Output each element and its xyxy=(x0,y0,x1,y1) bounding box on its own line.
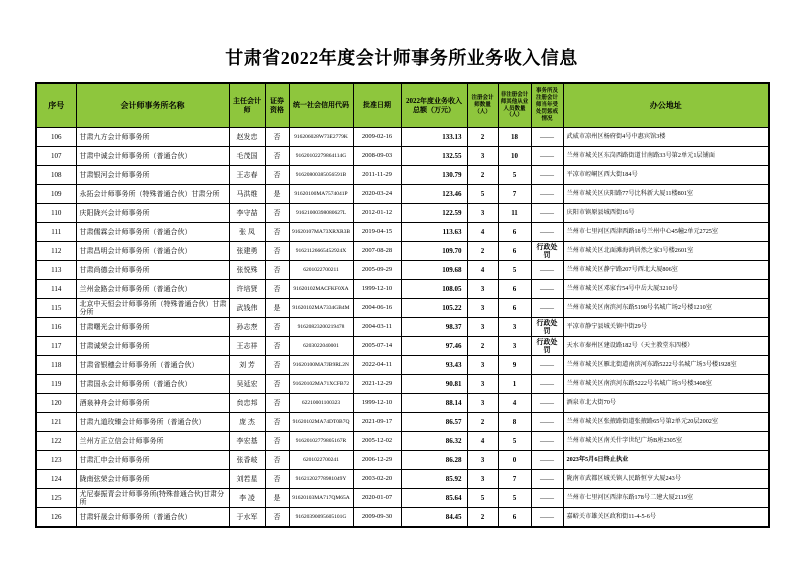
cell-revenue: 105.22 xyxy=(401,299,467,318)
cell-address: 兰州市城关区邓家台54号中岳大厦3210号 xyxy=(563,280,769,299)
cell-no: 109 xyxy=(36,185,76,204)
cell-cpa: 2 xyxy=(467,166,498,185)
cell-staff: 6 xyxy=(498,223,531,242)
table-row xyxy=(36,356,769,375)
cell-date: 2005-12-02 xyxy=(353,432,401,451)
cell-no: 112 xyxy=(36,242,76,261)
cell-chief: 王志祥 xyxy=(229,337,265,356)
column-header: 统一社会信用代码 xyxy=(289,83,353,128)
cell-cpa: 5 xyxy=(467,489,498,508)
cell-staff: 3 xyxy=(498,337,531,356)
cell-address: 兰州市七里河区西津西路18号兰州中心45幢2单元2725室 xyxy=(563,223,769,242)
cell-penalty: —— xyxy=(531,470,563,489)
cell-revenue: 113.63 xyxy=(401,223,467,242)
cell-name: 甘肃九方会计师事务所 xyxy=(76,128,229,147)
cell-no: 106 xyxy=(36,128,76,147)
cell-date: 2020-01-07 xyxy=(353,489,401,508)
cell-penalty: —— xyxy=(531,204,563,223)
cell-date: 2009-09-30 xyxy=(353,508,401,528)
cell-staff: 1 xyxy=(498,375,531,394)
cell-address: 平凉市崆峒区西大街184号 xyxy=(563,166,769,185)
cell-address: 兰州市城关区雁北街道南滨河东路5222号名城广场3号楼1928室 xyxy=(563,356,769,375)
page-title: 甘肃省2022年度会计师事务所业务收入信息 xyxy=(225,48,578,68)
cell-date: 2021-09-17 xyxy=(353,413,401,432)
cell-date: 2009-02-16 xyxy=(353,128,401,147)
cell-sec: 否 xyxy=(265,204,289,223)
cell-no: 118 xyxy=(36,356,76,375)
cell-name: 尤尼泰振青会计师事务所(特殊普通合伙)甘肃分所 xyxy=(76,489,229,508)
cell-penalty: —— xyxy=(531,508,563,528)
cell-penalty: —— xyxy=(531,223,563,242)
cell-revenue: 86.57 xyxy=(401,413,467,432)
cell-penalty: —— xyxy=(531,413,563,432)
cell-name: 北京中天恒会计师事务所（特殊普通合伙）甘肃分所 xyxy=(76,299,229,318)
cell-date: 1999-12-10 xyxy=(353,394,401,413)
cell-sec: 是 xyxy=(265,299,289,318)
cell-staff: 11 xyxy=(498,204,531,223)
cell-staff: 3 xyxy=(498,318,531,337)
column-header: 事务所及注册会计师当年受处罚惩戒情况 xyxy=(531,83,563,128)
cell-revenue: 108.05 xyxy=(401,280,467,299)
cell-penalty: —— xyxy=(531,299,563,318)
cell-revenue: 130.79 xyxy=(401,166,467,185)
cell-chief: 吴延宏 xyxy=(229,375,265,394)
cell-code: 91620100MA7574041P xyxy=(289,185,353,204)
cell-staff: 6 xyxy=(498,280,531,299)
cell-date: 2006-12-29 xyxy=(353,451,401,470)
cell-staff: 6 xyxy=(498,242,531,261)
cell-code: 91621000398080627L xyxy=(289,204,353,223)
cell-sec: 否 xyxy=(265,470,289,489)
cell-name: 甘肃国永会计师事务所（普通合伙） xyxy=(76,375,229,394)
cell-revenue: 93.43 xyxy=(401,356,467,375)
cell-chief: 张悦殊 xyxy=(229,261,265,280)
cell-sec: 否 xyxy=(265,394,289,413)
column-header: 序号 xyxy=(36,83,76,128)
cell-cpa: 2 xyxy=(467,413,498,432)
cell-sec: 否 xyxy=(265,318,289,337)
cell-staff: 8 xyxy=(498,413,531,432)
cell-no: 111 xyxy=(36,223,76,242)
cell-staff: 7 xyxy=(498,470,531,489)
cell-staff: 5 xyxy=(498,166,531,185)
cell-chief: 李守喆 xyxy=(229,204,265,223)
column-header: 注册会计师数量（人） xyxy=(467,83,498,128)
cell-name: 甘肃中诚会计师事务所（普通合伙） xyxy=(76,147,229,166)
cell-no: 123 xyxy=(36,451,76,470)
cell-cpa: 3 xyxy=(467,451,498,470)
cell-cpa: 3 xyxy=(467,318,498,337)
cell-code: 91621126665452924X xyxy=(289,242,353,261)
cell-sec: 否 xyxy=(265,413,289,432)
cell-sec: 否 xyxy=(265,337,289,356)
cell-name: 陇南弦荣会计师事务所 xyxy=(76,470,229,489)
cell-penalty: —— xyxy=(531,166,563,185)
cell-sec: 否 xyxy=(265,242,289,261)
cell-no: 117 xyxy=(36,337,76,356)
cell-address: 庆阳市镇原县城西街16号 xyxy=(563,204,769,223)
cell-name: 兰州方正立信会计师事务所 xyxy=(76,432,229,451)
cell-code: 91620800385056591B xyxy=(289,166,353,185)
cell-no: 115 xyxy=(36,299,76,318)
cell-sec: 是 xyxy=(265,489,289,508)
cell-cpa: 3 xyxy=(467,204,498,223)
cell-cpa: 3 xyxy=(467,375,498,394)
cell-name: 甘肃昌明会计师事务所（普通合伙） xyxy=(76,242,229,261)
table-row xyxy=(36,337,769,356)
table-row xyxy=(36,166,769,185)
table-body xyxy=(36,128,769,528)
cell-no: 107 xyxy=(36,147,76,166)
cell-penalty: —— xyxy=(531,451,563,470)
cell-date: 2005-09-29 xyxy=(353,261,401,280)
cell-penalty: —— xyxy=(531,185,563,204)
table-row xyxy=(36,242,769,261)
cell-no: 110 xyxy=(36,204,76,223)
cell-revenue: 85.64 xyxy=(401,489,467,508)
cell-revenue: 88.14 xyxy=(401,394,467,413)
cell-revenue: 97.46 xyxy=(401,337,467,356)
cell-chief: 赵发忠 xyxy=(229,128,265,147)
cell-staff: 5 xyxy=(498,261,531,280)
cell-sec: 否 xyxy=(265,432,289,451)
cell-sec: 否 xyxy=(265,261,289,280)
table-row xyxy=(36,470,769,489)
cell-penalty: —— xyxy=(531,128,563,147)
column-header: 非注册会计师其他从业人员数量（人） xyxy=(498,83,531,128)
cell-name: 甘肃曙光会计师事务所 xyxy=(76,318,229,337)
cell-cpa: 2 xyxy=(467,337,498,356)
cell-cpa: 5 xyxy=(467,185,498,204)
cell-chief: 毛茂国 xyxy=(229,147,265,166)
cell-revenue: 84.45 xyxy=(401,508,467,528)
table-row xyxy=(36,280,769,299)
cell-chief: 李 凌 xyxy=(229,489,265,508)
cell-cpa: 3 xyxy=(467,147,498,166)
cell-date: 2022-04-11 xyxy=(353,356,401,375)
cell-code: 91620102779805167R xyxy=(289,432,353,451)
table-row xyxy=(36,375,769,394)
cell-revenue: 90.81 xyxy=(401,375,467,394)
cell-address: 兰州市城关区南滨河东路5198号名城广场2号楼1210室 xyxy=(563,299,769,318)
cell-address: 兰州市城关区庆阳路77号比科新大厦11楼801室 xyxy=(563,185,769,204)
column-header: 会计师事务所名称 xyxy=(76,83,229,128)
cell-chief: 刘若星 xyxy=(229,470,265,489)
cell-cpa: 2 xyxy=(467,128,498,147)
cell-date: 2011-11-29 xyxy=(353,166,401,185)
cell-code: 91620100MA7JB9RL2N xyxy=(289,356,353,375)
column-header: 批准日期 xyxy=(353,83,401,128)
cell-penalty: —— xyxy=(531,147,563,166)
cell-sec: 否 xyxy=(265,128,289,147)
cell-penalty: —— xyxy=(531,280,563,299)
cell-no: 113 xyxy=(36,261,76,280)
cell-address: 兰州市七里河区西津东路178号二建大厦2119室 xyxy=(563,489,769,508)
cell-cpa: 3 xyxy=(467,299,498,318)
cell-staff: 5 xyxy=(498,489,531,508)
cell-revenue: 133.13 xyxy=(401,128,467,147)
cell-code: 62210001100323 xyxy=(289,394,353,413)
cell-staff: 4 xyxy=(498,394,531,413)
cell-address: 兰州市城关区南滨河东路5222号名城广场3号楼3408室 xyxy=(563,375,769,394)
cell-name: 甘肃汇申会计师事务所 xyxy=(76,451,229,470)
cell-name: 甘肃银河会计师事务所 xyxy=(76,166,229,185)
cell-name: 永拓会计师事务所（特殊普通合伙）甘肃分所 xyxy=(76,185,229,204)
cell-cpa: 4 xyxy=(467,223,498,242)
cell-date: 2012-01-12 xyxy=(353,204,401,223)
cell-sec: 否 xyxy=(265,451,289,470)
cell-code: 91620102MA71XCFB72 xyxy=(289,375,353,394)
table-row xyxy=(36,394,769,413)
cell-code: 91620102MA7334GB4M xyxy=(289,299,353,318)
cell-staff: 6 xyxy=(498,508,531,528)
table-row xyxy=(36,147,769,166)
cell-chief: 张建勇 xyxy=(229,242,265,261)
cell-chief: 马洪维 xyxy=(229,185,265,204)
cell-penalty: 行政处罚 xyxy=(531,337,563,356)
cell-no: 119 xyxy=(36,375,76,394)
cell-revenue: 132.55 xyxy=(401,147,467,166)
cell-name: 甘肃儒霖会计师事务所（普通合伙） xyxy=(76,223,229,242)
cell-date: 2003-02-20 xyxy=(353,470,401,489)
cell-address: 平凉市静宁县城关镇中街29号 xyxy=(563,318,769,337)
cell-address: 兰州市城关区南关什字世纪广场B座2305室 xyxy=(563,432,769,451)
cell-cpa: 4 xyxy=(467,432,498,451)
cell-date: 2004-03-11 xyxy=(353,318,401,337)
table-header xyxy=(36,83,769,128)
cell-address: 嘉峪关市雄关区政和街11-4-5-6号 xyxy=(563,508,769,528)
cell-cpa: 4 xyxy=(467,261,498,280)
cell-code: 6201022700241 xyxy=(289,451,353,470)
cell-code: 91620103MA717QM65A xyxy=(289,489,353,508)
cell-sec: 否 xyxy=(265,223,289,242)
cell-penalty: —— xyxy=(531,356,563,375)
cell-penalty: —— xyxy=(531,432,563,451)
cell-no: 116 xyxy=(36,318,76,337)
cell-sec: 否 xyxy=(265,356,289,375)
column-header: 办公地址 xyxy=(563,83,769,128)
cell-sec: 否 xyxy=(265,280,289,299)
cell-sec: 否 xyxy=(265,508,289,528)
cell-cpa: 3 xyxy=(467,470,498,489)
cell-chief: 庞 杰 xyxy=(229,413,265,432)
cell-revenue: 122.59 xyxy=(401,204,467,223)
cell-revenue: 98.37 xyxy=(401,318,467,337)
table-row xyxy=(36,508,769,528)
cell-no: 122 xyxy=(36,432,76,451)
cell-address: 酒泉市北大街70号 xyxy=(563,394,769,413)
cell-code: 6201022700211 xyxy=(289,261,353,280)
cell-name: 甘肃尚德会计师事务所 xyxy=(76,261,229,280)
cell-revenue: 86.28 xyxy=(401,451,467,470)
cell-name: 兰州金路会计师事务所（普通合伙） xyxy=(76,280,229,299)
cell-address: 天水市秦州区建设路182号（天主教堂东四楼） xyxy=(563,337,769,356)
cell-revenue: 109.70 xyxy=(401,242,467,261)
cell-no: 108 xyxy=(36,166,76,185)
cell-code: 91620102MA74DT0B7Q xyxy=(289,413,353,432)
cell-name: 酒泉神舟会计师事务所 xyxy=(76,394,229,413)
cell-date: 2021-12-29 xyxy=(353,375,401,394)
cell-code: 916206028W73E2779K xyxy=(289,128,353,147)
cell-chief: 张香岐 xyxy=(229,451,265,470)
cell-chief: 张 凤 xyxy=(229,223,265,242)
cell-date: 2004-06-16 xyxy=(353,299,401,318)
cell-revenue: 109.68 xyxy=(401,261,467,280)
cell-chief: 王志春 xyxy=(229,166,265,185)
table-row xyxy=(36,185,769,204)
cell-address: 兰州市城关区北面滩海鸿居然之家3号楼2601室 xyxy=(563,242,769,261)
cell-date: 2019-04-15 xyxy=(353,223,401,242)
cell-revenue: 85.92 xyxy=(401,470,467,489)
cell-staff: 6 xyxy=(498,299,531,318)
cell-address: 兰州市城关区东岗西路街道甘南路33号第2单元1层铺面 xyxy=(563,147,769,166)
cell-code: 91620823200219478 xyxy=(289,318,353,337)
cell-sec: 是 xyxy=(265,185,289,204)
table-row xyxy=(36,432,769,451)
revenue-table xyxy=(35,82,770,528)
cell-staff: 0 xyxy=(498,451,531,470)
cell-penalty: —— xyxy=(531,394,563,413)
cell-code: 6203022040001 xyxy=(289,337,353,356)
cell-sec: 否 xyxy=(265,147,289,166)
cell-address: 陇南市武都区城关镇人民路恒亨大厦243号 xyxy=(563,470,769,489)
cell-cpa: 3 xyxy=(467,394,498,413)
cell-staff: 9 xyxy=(498,356,531,375)
cell-no: 120 xyxy=(36,394,76,413)
cell-sec: 否 xyxy=(265,375,289,394)
cell-cpa: 2 xyxy=(467,242,498,261)
table-row xyxy=(36,299,769,318)
cell-code: 91620102MACFKF0XA xyxy=(289,280,353,299)
cell-code: 91621202778981049Y xyxy=(289,470,353,489)
cell-no: 124 xyxy=(36,470,76,489)
table-row xyxy=(36,204,769,223)
cell-cpa: 2 xyxy=(467,508,498,528)
column-header: 证券资格 xyxy=(265,83,289,128)
cell-staff: 7 xyxy=(498,185,531,204)
cell-code: 91620102279864114G xyxy=(289,147,353,166)
cell-chief: 李宏基 xyxy=(229,432,265,451)
cell-name: 甘肃九道玫臻会计师事务所（普通合伙） xyxy=(76,413,229,432)
table-row xyxy=(36,128,769,147)
cell-revenue: 86.32 xyxy=(401,432,467,451)
cell-chief: 刘 芳 xyxy=(229,356,265,375)
cell-name: 庆阳陇兴会计师事务所 xyxy=(76,204,229,223)
cell-staff: 10 xyxy=(498,147,531,166)
cell-chief: 孙志焘 xyxy=(229,318,265,337)
cell-penalty: 行政处罚 xyxy=(531,318,563,337)
table-row xyxy=(36,413,769,432)
cell-cpa: 3 xyxy=(467,356,498,375)
cell-no: 125 xyxy=(36,489,76,508)
table-row xyxy=(36,318,769,337)
cell-no: 114 xyxy=(36,280,76,299)
table-row xyxy=(36,451,769,470)
cell-code: 91620107MA73XRXR3B xyxy=(289,223,353,242)
cell-chief: 于水军 xyxy=(229,508,265,528)
cell-date: 1999-12-10 xyxy=(353,280,401,299)
cell-staff: 5 xyxy=(498,432,531,451)
cell-chief: 许培贤 xyxy=(229,280,265,299)
cell-address: 兰州市城关区静宁路207号西北大厦806室 xyxy=(563,261,769,280)
cell-address: 2023年5月6日终止执业 xyxy=(563,451,769,470)
cell-chief: 武钱伟 xyxy=(229,299,265,318)
cell-penalty: —— xyxy=(531,489,563,508)
table-row xyxy=(36,261,769,280)
cell-address: 兰州市城关区张掖路街道张掖路65号第2单元20层2002室 xyxy=(563,413,769,432)
cell-penalty: —— xyxy=(531,375,563,394)
cell-date: 2008-09-03 xyxy=(353,147,401,166)
cell-date: 2007-08-28 xyxy=(353,242,401,261)
column-header: 主任会计师 xyxy=(229,83,265,128)
cell-no: 126 xyxy=(36,508,76,528)
cell-date: 2005-07-14 xyxy=(353,337,401,356)
cell-penalty: 行政处罚 xyxy=(531,242,563,261)
cell-sec: 否 xyxy=(265,166,289,185)
cell-code: 91620390095605101G xyxy=(289,508,353,528)
table-row xyxy=(36,489,769,508)
cell-no: 121 xyxy=(36,413,76,432)
cell-name: 甘肃轩晟会计师事务所（普通合伙） xyxy=(76,508,229,528)
header-row xyxy=(36,83,769,128)
cell-name: 甘肃诚荣会计师事务所 xyxy=(76,337,229,356)
cell-revenue: 123.46 xyxy=(401,185,467,204)
cell-date: 2020-03-24 xyxy=(353,185,401,204)
cell-name: 甘肃省银穗会计师事务所（普通合伙） xyxy=(76,356,229,375)
cell-staff: 18 xyxy=(498,128,531,147)
cell-address: 武威市凉州区杨府街4号中惠宾馆3楼 xyxy=(563,128,769,147)
cell-penalty: —— xyxy=(531,261,563,280)
cell-chief: 贠忠邦 xyxy=(229,394,265,413)
table-row xyxy=(36,223,769,242)
column-header: 2022年度业务收入总额（万元） xyxy=(401,83,467,128)
cell-cpa: 3 xyxy=(467,280,498,299)
